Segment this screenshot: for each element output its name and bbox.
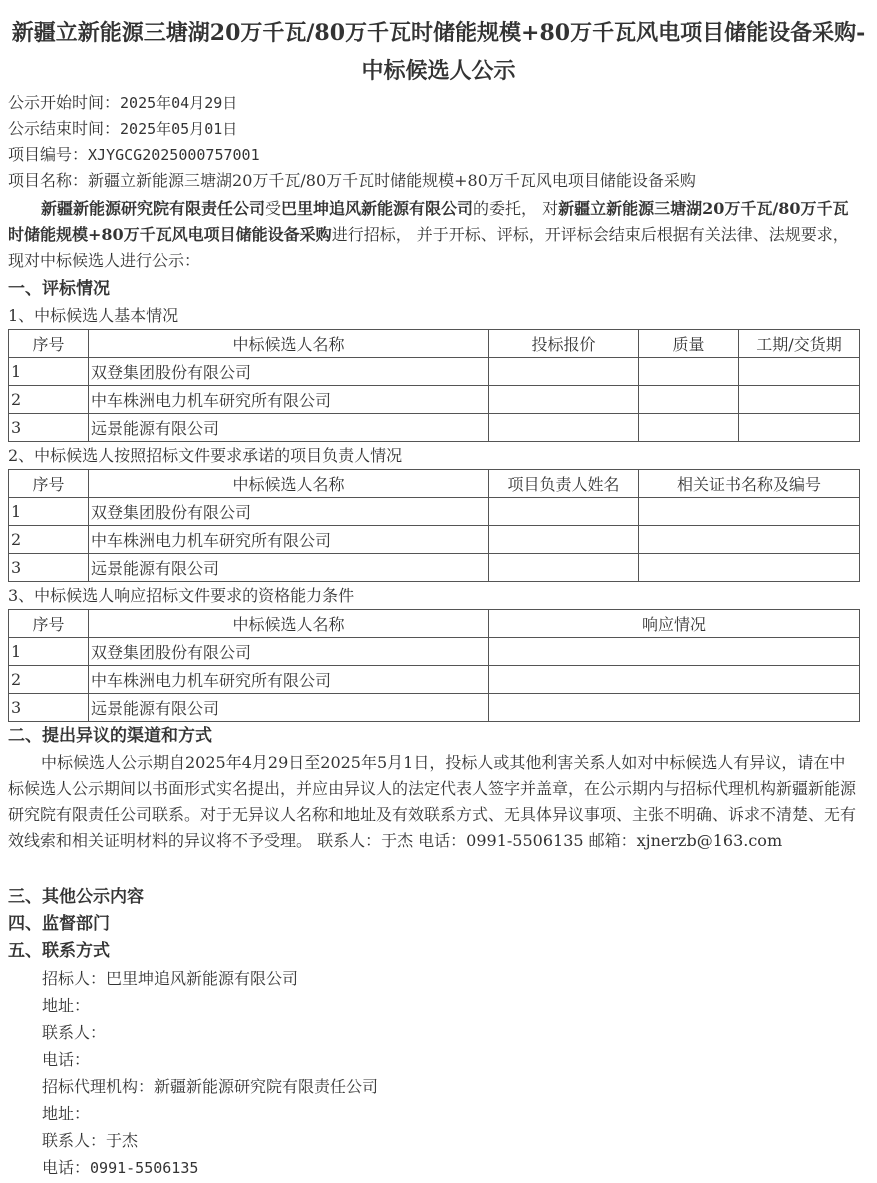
tenderer-contact: 联系人： <box>42 1023 107 1042</box>
table-row: 3 远景能源有限公司 <box>9 414 860 442</box>
table-row: 1 双登集团股份有限公司 <box>9 358 860 386</box>
objection-paragraph: 中标候选人公示期自2025年4月29日至2025年5月1日，投标人或其他利害关系人如对中标候选人有异议，请在中标候选人公示期间以书面形式实名提出，并应由异议人的法定代表人签字并盖章，在公示期内与招标代理机构新疆新能源研究院有限责任公司联系。对于无异议人名称和地址及有效联系方式、无具体异议事项、主张不明确、诉求不清楚、无有效线索和相关证明材料的异议将不予受理。 联系人：于杰 电话：0991-5506135 邮箱：xjnerzb@163.com <box>8 753 857 850</box>
candidates-basic-table <box>8 329 860 442</box>
agency: 招标代理机构：新疆新能源研究院有限责任公司 <box>42 1077 379 1096</box>
col-quality: 质量 <box>639 330 739 358</box>
col-price: 投标报价 <box>489 330 639 358</box>
col-name: 中标候选人名称 <box>89 330 489 358</box>
subsection-1-2: 2、中标候选人按照招标文件要求承诺的项目负责人情况 <box>8 446 403 465</box>
col-manager: 项目负责人姓名 <box>489 470 639 498</box>
table-row: 3 远景能源有限公司 <box>9 554 860 582</box>
agency-phone: 电话：0991-5506135 <box>42 1158 199 1177</box>
qualification-table <box>8 609 860 722</box>
publish-start: 公示开始时间：2025年04月29日 <box>8 93 238 112</box>
tenderer-phone: 电话： <box>42 1050 91 1069</box>
table-header-row <box>9 470 860 498</box>
col-response: 响应情况 <box>489 610 860 638</box>
table-row: 2 中车株洲电力机车研究所有限公司 <box>9 666 860 694</box>
table-row: 2 中车株洲电力机车研究所有限公司 <box>9 386 860 414</box>
section-3-heading: 三、其他公示内容 <box>8 887 144 907</box>
col-no: 序号 <box>9 330 89 358</box>
col-no: 序号 <box>9 470 89 498</box>
section-2-heading: 二、提出异议的渠道和方式 <box>8 726 212 746</box>
agency-contact: 联系人：于杰 <box>42 1131 139 1150</box>
table-header-row <box>9 610 860 638</box>
col-certificate: 相关证书名称及编号 <box>639 470 860 498</box>
tenderer-address: 地址： <box>42 996 91 1015</box>
agency-address: 地址： <box>42 1104 91 1123</box>
subsection-1-3: 3、中标候选人响应招标文件要求的资格能力条件 <box>8 586 355 605</box>
col-period: 工期/交货期 <box>739 330 860 358</box>
tenderer: 招标人：巴里坤追风新能源有限公司 <box>42 969 299 988</box>
col-name: 中标候选人名称 <box>89 610 489 638</box>
table-row: 1 双登集团股份有限公司 <box>9 498 860 526</box>
section-5-heading: 五、联系方式 <box>8 941 110 961</box>
page-title: 新疆立新能源三塘湖20万千瓦/80万千瓦时储能规模+80万千瓦风电项目储能设备采购-中标候选人公示 <box>11 20 866 84</box>
project-manager-table <box>8 469 860 582</box>
intro-paragraph: 新疆新能源研究院有限责任公司受巴里坤追风新能源有限公司的委托， 对新疆立新能源三塘湖20万千瓦/80万千瓦时储能规模+80万千瓦风电项目储能设备采购进行招标， 并于开标、评标，开评标会结束后根据有关法律、法规要求，现对中标候选人进行公示： <box>8 199 849 270</box>
table-row: 2 中车株洲电力机车研究所有限公司 <box>9 526 860 554</box>
col-no: 序号 <box>9 610 89 638</box>
section-1-heading: 一、评标情况 <box>8 279 110 299</box>
publish-end: 公示结束时间：2025年05月01日 <box>8 119 238 138</box>
table-header-row <box>9 330 860 358</box>
subsection-1-1: 1、中标候选人基本情况 <box>8 306 179 325</box>
table-row: 1 双登集团股份有限公司 <box>9 638 860 666</box>
table-row: 3 远景能源有限公司 <box>9 694 860 722</box>
project-code: 项目编号：XJYGCG2025000757001 <box>8 145 260 164</box>
project-name: 项目名称：新疆立新能源三塘湖20万千瓦/80万千瓦时储能规模+80万千瓦风电项目储能设备采购 <box>8 171 696 190</box>
section-4-heading: 四、监督部门 <box>8 914 110 934</box>
col-name: 中标候选人名称 <box>89 470 489 498</box>
